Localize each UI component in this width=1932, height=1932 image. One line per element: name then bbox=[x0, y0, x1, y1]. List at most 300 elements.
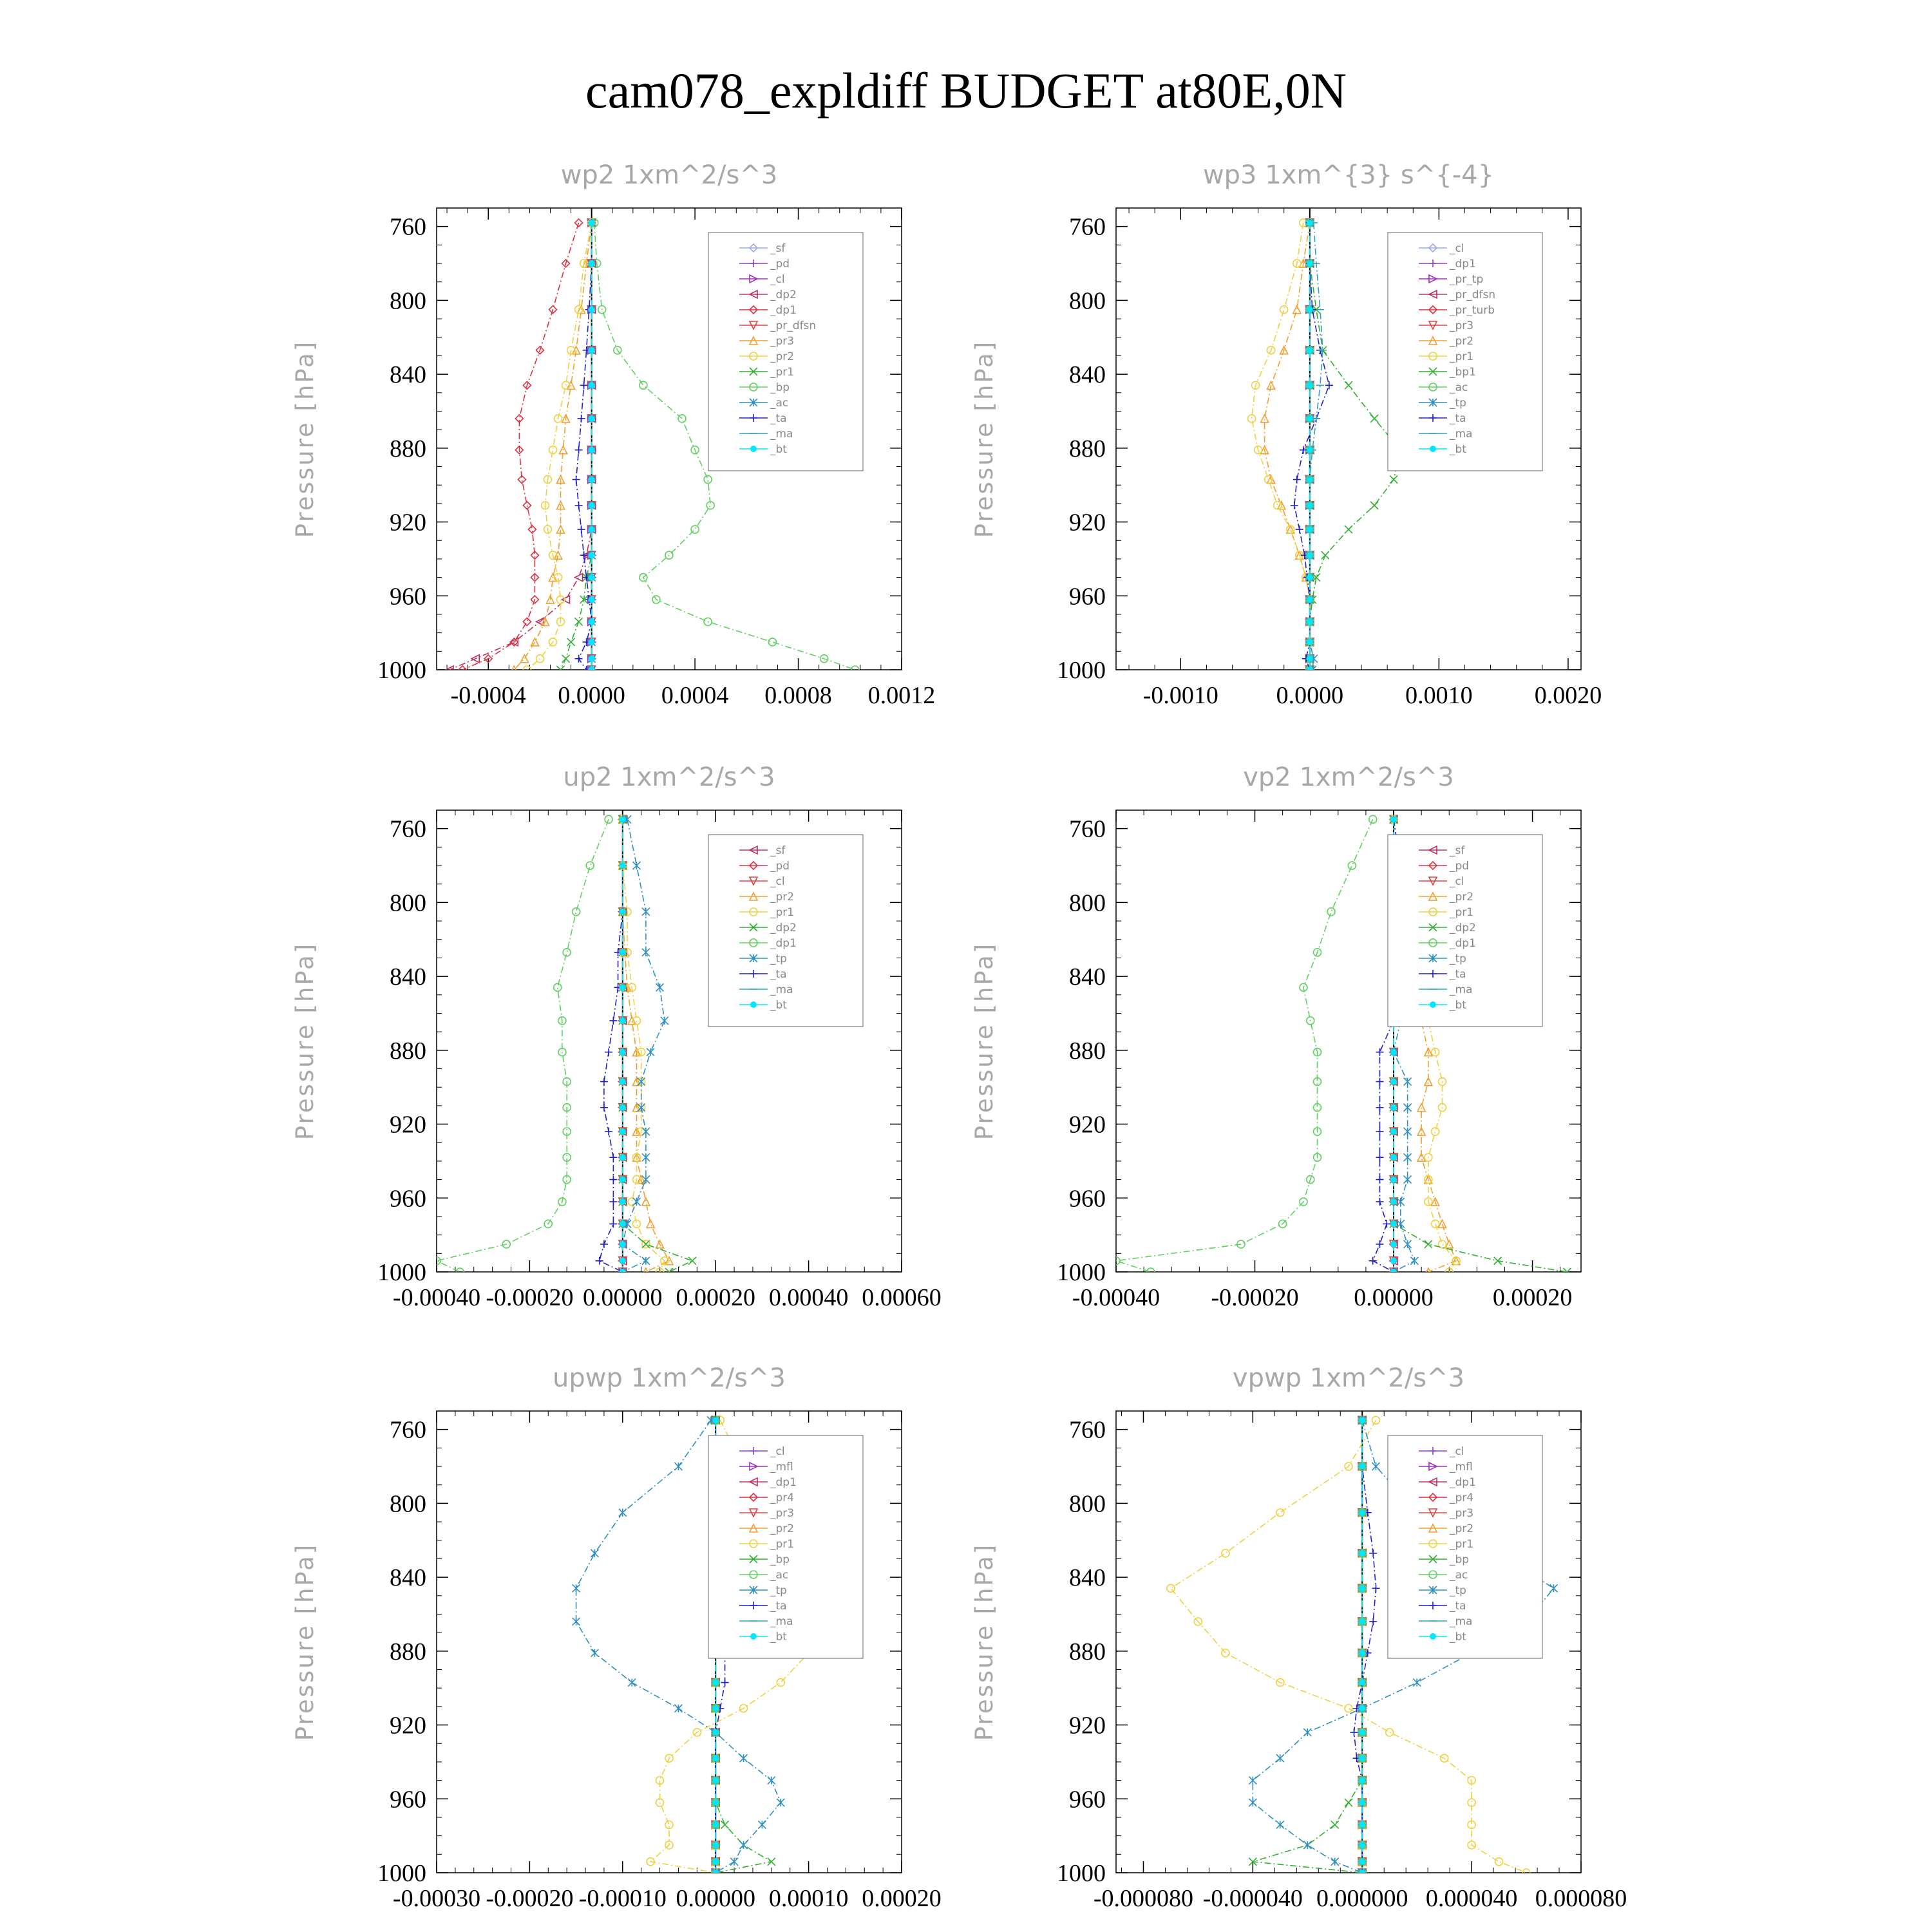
data-point_bt bbox=[1359, 1821, 1365, 1828]
data-point_bt bbox=[712, 1417, 719, 1423]
legend-label: _ac bbox=[1450, 1569, 1468, 1582]
data-point_bp bbox=[639, 381, 647, 389]
legend-label: _cl bbox=[1450, 1445, 1464, 1458]
legend-label: _dp1 bbox=[1450, 258, 1476, 270]
y-axis-label: Pressure [hPa] bbox=[291, 1542, 319, 1741]
data-point_tp bbox=[1404, 1104, 1412, 1112]
series-line_dp1 bbox=[437, 819, 609, 1272]
data-point_tp bbox=[1249, 1777, 1256, 1785]
data-point_tp bbox=[656, 983, 664, 991]
data-point_bt bbox=[1390, 1154, 1397, 1160]
data-point_bt bbox=[1307, 574, 1313, 581]
data-point_bt bbox=[589, 415, 595, 422]
data-point_tp bbox=[1404, 1153, 1412, 1161]
y-tick-label: 1000 bbox=[1057, 1259, 1106, 1286]
panel-title: wp3 1xm^{3} s^{-4} bbox=[1202, 160, 1495, 190]
legend bbox=[1388, 232, 1542, 471]
data-point_ta bbox=[1376, 1128, 1383, 1135]
data-point_bt bbox=[589, 477, 595, 483]
data-point_dp2 bbox=[688, 1257, 696, 1265]
x-tick-label: -0.0010 bbox=[1142, 682, 1218, 709]
data-point_ta bbox=[1369, 1257, 1377, 1265]
data-point_pr2 bbox=[1417, 1104, 1425, 1112]
data-point_tp bbox=[661, 1017, 668, 1025]
series-line_ta bbox=[600, 819, 623, 1272]
data-point_ta bbox=[575, 446, 583, 454]
data-point_bp bbox=[768, 1858, 775, 1866]
legend-label: _pr2 bbox=[1450, 335, 1474, 348]
data-point_bt bbox=[1307, 347, 1313, 354]
data-point_ta bbox=[1291, 502, 1298, 509]
y-tick-label: 760 bbox=[390, 815, 426, 843]
data-point_ta bbox=[609, 1176, 617, 1184]
data-point_tp bbox=[1276, 1821, 1284, 1828]
data-point_bt bbox=[1307, 656, 1313, 662]
y-tick-label: 920 bbox=[1069, 1712, 1106, 1739]
data-point_tp bbox=[1276, 1754, 1284, 1762]
data-point_tp bbox=[730, 1858, 738, 1866]
data-point_dp2 bbox=[575, 574, 583, 582]
data-point_bt bbox=[1307, 552, 1313, 558]
y-tick-label: 920 bbox=[1069, 1111, 1106, 1139]
legend-label: _pr_turb bbox=[1450, 304, 1495, 317]
legend-label: _ta bbox=[1450, 1600, 1466, 1613]
y-tick-label: 760 bbox=[1069, 213, 1106, 241]
legend-marker bbox=[750, 446, 757, 452]
panel-wp2 bbox=[291, 160, 935, 709]
legend-label: _ma bbox=[770, 1615, 793, 1628]
legend-label: _ta bbox=[770, 968, 787, 981]
data-point_bt bbox=[620, 1104, 626, 1111]
panel-wp3 bbox=[971, 160, 1602, 709]
data-point_bt bbox=[1390, 816, 1397, 822]
y-tick-label: 800 bbox=[390, 287, 426, 315]
data-point_tp bbox=[1413, 1679, 1421, 1687]
legend-label: _pr2 bbox=[770, 1522, 795, 1535]
data-point_bt bbox=[1390, 1104, 1397, 1111]
x-tick-label: 0.00000 bbox=[1354, 1284, 1434, 1311]
data-point_bt bbox=[1390, 1241, 1397, 1247]
legend-label: _tp bbox=[1450, 952, 1466, 965]
data-point_bt bbox=[1359, 1755, 1365, 1761]
y-tick-label: 920 bbox=[390, 1712, 426, 1739]
legend-label: _bp1 bbox=[1450, 366, 1476, 379]
data-point_bp bbox=[721, 1821, 729, 1828]
data-point_tp bbox=[777, 1799, 784, 1806]
data-point_dp1 bbox=[523, 502, 531, 509]
data-point_ta bbox=[1376, 1104, 1383, 1112]
legend-label: _pr2 bbox=[1450, 1522, 1474, 1535]
data-point_pr3 bbox=[520, 655, 528, 663]
y-tick-label: 880 bbox=[390, 435, 426, 462]
data-point_bt bbox=[589, 574, 595, 581]
data-point_ta bbox=[609, 1220, 617, 1227]
panel-vpwp bbox=[971, 1363, 1627, 1912]
data-point_bt bbox=[620, 816, 626, 822]
data-point_bt bbox=[1359, 1510, 1365, 1516]
y-tick-label: 800 bbox=[390, 889, 426, 917]
data-point_bt bbox=[620, 949, 626, 956]
data-point_bt bbox=[712, 1821, 719, 1828]
data-point_bt bbox=[589, 447, 595, 453]
data-point_ta bbox=[1376, 1176, 1383, 1184]
data-point_ta bbox=[721, 1679, 729, 1687]
data-point_pr1 bbox=[575, 618, 583, 625]
y-tick-label: 800 bbox=[1069, 1490, 1106, 1518]
data-point_ta bbox=[1369, 1549, 1377, 1557]
y-tick-label: 840 bbox=[1069, 963, 1106, 991]
data-point_pr1 bbox=[777, 1679, 784, 1687]
data-point_bt bbox=[620, 862, 626, 869]
data-point_pr1 bbox=[1167, 1584, 1175, 1592]
data-point_tp bbox=[1404, 1176, 1412, 1184]
data-point_bt bbox=[1307, 220, 1313, 226]
data-point_ta bbox=[605, 1128, 612, 1135]
legend-label: _pd bbox=[1450, 860, 1470, 873]
data-point_ta bbox=[609, 1198, 617, 1206]
data-point_tp bbox=[642, 1153, 650, 1161]
data-point_bt bbox=[589, 382, 595, 388]
data-point_bt bbox=[1307, 415, 1313, 422]
x-tick-label: -0.00020 bbox=[1211, 1284, 1299, 1311]
series-line_dp2 bbox=[623, 819, 692, 1272]
data-point_tp bbox=[758, 1821, 766, 1828]
data-point_bt bbox=[712, 1755, 719, 1761]
legend-label: _pr2 bbox=[770, 350, 795, 363]
y-axis-label: Pressure [hPa] bbox=[291, 339, 319, 538]
data-point_tp bbox=[619, 1509, 627, 1517]
data-point_dp1 bbox=[573, 908, 580, 916]
data-point_pr1 bbox=[1432, 1220, 1439, 1227]
data-point_tp bbox=[642, 908, 650, 916]
data-point_dp2 bbox=[642, 1240, 650, 1248]
data-point_ta bbox=[575, 502, 583, 509]
y-tick-label: 880 bbox=[1069, 1638, 1106, 1665]
legend-label: _sf bbox=[770, 844, 786, 857]
data-point_bt bbox=[1307, 307, 1313, 313]
data-point_ta bbox=[1383, 1220, 1390, 1227]
y-tick-label: 920 bbox=[390, 509, 426, 536]
data-point_dp1 bbox=[1327, 908, 1335, 916]
data-point_tp bbox=[768, 1777, 775, 1785]
data-point_bt bbox=[589, 639, 595, 645]
data-point_dp1 bbox=[528, 526, 536, 533]
data-point_bt bbox=[712, 1870, 719, 1876]
y-axis-label: Pressure [hPa] bbox=[971, 339, 998, 538]
y-tick-label: 840 bbox=[390, 1564, 426, 1592]
x-tick-label: -0.00020 bbox=[486, 1284, 574, 1311]
y-tick-label: 840 bbox=[1069, 1564, 1106, 1592]
x-tick-label: 0.0000 bbox=[1276, 682, 1344, 709]
y-tick-label: 1000 bbox=[377, 1860, 426, 1887]
x-tick-label: 0.00000 bbox=[583, 1284, 663, 1311]
data-point_bt bbox=[620, 984, 626, 990]
data-point_bt bbox=[620, 1177, 626, 1183]
legend-label: _dp2 bbox=[770, 922, 797, 934]
data-point_bt bbox=[1359, 1463, 1365, 1470]
legend-label: _ta bbox=[1450, 968, 1466, 981]
y-tick-label: 800 bbox=[390, 1490, 426, 1518]
data-point_ta bbox=[600, 1240, 608, 1248]
legend-label: _tp bbox=[770, 952, 787, 965]
data-point_tp bbox=[1249, 1799, 1256, 1806]
y-tick-label: 800 bbox=[1069, 889, 1106, 917]
y-tick-label: 760 bbox=[1069, 1416, 1106, 1444]
y-axis-label: Pressure [hPa] bbox=[971, 942, 998, 1141]
legend-label: _pr3 bbox=[1450, 1507, 1474, 1520]
data-point_bt bbox=[589, 552, 595, 558]
legend-label: _ac bbox=[770, 1569, 789, 1582]
data-point_bp1 bbox=[1321, 551, 1329, 559]
x-tick-label: -0.000040 bbox=[1202, 1885, 1303, 1912]
legend bbox=[1388, 1435, 1542, 1658]
legend-label: _ma bbox=[1450, 428, 1473, 440]
legend-label: _ta bbox=[1450, 412, 1466, 425]
data-point_ta bbox=[578, 526, 585, 533]
data-point_bt bbox=[620, 1079, 626, 1085]
x-tick-label: -0.00010 bbox=[578, 1885, 667, 1912]
legend-label: _bt bbox=[770, 443, 787, 456]
data-point_bp bbox=[704, 476, 712, 484]
data-point_ta bbox=[1296, 526, 1303, 533]
panel-title: upwp 1xm^2/s^3 bbox=[553, 1363, 786, 1393]
legend-label: _sf bbox=[770, 242, 786, 255]
y-tick-label: 960 bbox=[390, 583, 426, 611]
data-point_bp1 bbox=[1370, 502, 1378, 509]
data-point_tp bbox=[642, 1128, 650, 1135]
data-point_tp bbox=[1331, 1858, 1339, 1866]
y-tick-label: 840 bbox=[390, 963, 426, 991]
data-point_ta bbox=[609, 1153, 617, 1161]
data-point_bt bbox=[712, 1859, 719, 1865]
y-tick-label: 1000 bbox=[1057, 1860, 1106, 1887]
legend-label: _pr1 bbox=[770, 366, 795, 379]
y-tick-label: 800 bbox=[1069, 287, 1106, 315]
y-axis-label: Pressure [hPa] bbox=[971, 1542, 998, 1741]
data-point_bt bbox=[1307, 382, 1313, 388]
y-tick-label: 840 bbox=[1069, 361, 1106, 389]
y-tick-label: 1000 bbox=[377, 657, 426, 684]
data-point_tp bbox=[1404, 1078, 1412, 1086]
data-point_bt bbox=[589, 618, 595, 625]
legend-label: _bt bbox=[770, 1631, 787, 1643]
data-point_bt bbox=[589, 526, 595, 533]
legend-marker bbox=[1430, 446, 1436, 452]
legend-label: _ma bbox=[770, 428, 793, 440]
x-tick-label: 0.0004 bbox=[661, 682, 729, 709]
data-point_tp bbox=[1372, 1463, 1379, 1470]
data-point_ta bbox=[1376, 1048, 1383, 1056]
x-tick-label: -0.00040 bbox=[392, 1284, 481, 1311]
legend-label: _cl bbox=[1450, 875, 1464, 888]
data-point_bt bbox=[712, 1680, 719, 1686]
x-tick-label: 0.00020 bbox=[1492, 1284, 1573, 1311]
y-tick-label: 960 bbox=[1069, 583, 1106, 611]
data-point_pr1 bbox=[632, 1220, 640, 1227]
x-tick-label: 0.00060 bbox=[862, 1284, 942, 1311]
data-point_bt bbox=[1307, 618, 1313, 625]
series-group bbox=[433, 815, 696, 1276]
x-tick-label: 0.0020 bbox=[1534, 682, 1602, 709]
data-point_ta bbox=[1376, 1153, 1383, 1161]
data-point_bt bbox=[620, 1128, 626, 1135]
y-tick-label: 760 bbox=[390, 1416, 426, 1444]
data-point_bp bbox=[691, 526, 699, 533]
legend-label: _dp1 bbox=[770, 937, 797, 950]
legend-label: _ma bbox=[1450, 1615, 1473, 1628]
data-point_tp bbox=[591, 1549, 598, 1557]
data-point_ta bbox=[600, 1104, 608, 1112]
data-point_bt bbox=[1307, 667, 1313, 673]
data-point_pr1 bbox=[628, 1198, 636, 1206]
x-tick-label: 0.0012 bbox=[867, 682, 936, 709]
data-point_dp1 bbox=[554, 983, 562, 991]
data-point_pr2 bbox=[642, 1198, 650, 1206]
x-tick-label: 0.00020 bbox=[862, 1885, 942, 1912]
y-tick-label: 960 bbox=[390, 1786, 426, 1814]
data-point_tp bbox=[674, 1463, 682, 1470]
panel-up2 bbox=[291, 762, 942, 1311]
data-point_ta bbox=[1350, 1728, 1358, 1736]
data-point_bt bbox=[1390, 1269, 1397, 1275]
legend bbox=[708, 1435, 863, 1658]
data-point_bt bbox=[620, 1269, 626, 1275]
x-tick-label: 0.00000 bbox=[676, 1885, 755, 1912]
legend-label: _bt bbox=[770, 999, 787, 1012]
legend-marker bbox=[1430, 1633, 1436, 1640]
legend-label: _dp1 bbox=[770, 304, 797, 317]
y-tick-label: 760 bbox=[390, 213, 426, 241]
legend-label: _bt bbox=[1450, 1631, 1466, 1643]
legend-label: _pr2 bbox=[770, 891, 795, 904]
data-point_bt bbox=[1307, 526, 1313, 533]
x-tick-label: 0.000000 bbox=[1316, 1885, 1408, 1912]
data-point_tp bbox=[1410, 1257, 1418, 1265]
data-point_bt bbox=[620, 1154, 626, 1160]
data-point_bt bbox=[1390, 1079, 1397, 1085]
data-point_pr1 bbox=[567, 638, 575, 646]
y-tick-label: 1000 bbox=[1057, 657, 1106, 684]
legend-label: _pr3 bbox=[1450, 319, 1474, 332]
data-point_bt bbox=[1390, 1220, 1397, 1227]
data-point_tp bbox=[642, 949, 650, 956]
series-line_dp1 bbox=[462, 223, 579, 670]
data-point_bp bbox=[1331, 1821, 1339, 1828]
data-point_pr2 bbox=[647, 1220, 654, 1227]
x-tick-label: 0.000080 bbox=[1535, 1885, 1627, 1912]
legend-label: _dp2 bbox=[770, 289, 797, 301]
data-point_bp1 bbox=[1345, 526, 1352, 533]
data-point_bt bbox=[620, 1241, 626, 1247]
data-point_ta bbox=[596, 1257, 603, 1265]
data-point_bt bbox=[1390, 1258, 1397, 1264]
data-point_tp bbox=[1550, 1584, 1558, 1592]
x-tick-label: 0.0008 bbox=[764, 682, 832, 709]
legend bbox=[708, 835, 863, 1027]
data-point_pr1 bbox=[1276, 1509, 1284, 1517]
x-tick-label: -0.00030 bbox=[392, 1885, 481, 1912]
legend-label: _pd bbox=[770, 860, 790, 873]
legend-label: _pr4 bbox=[770, 1492, 795, 1504]
x-tick-label: 0.00010 bbox=[768, 1885, 849, 1912]
data-point_tp bbox=[1404, 1240, 1412, 1248]
y-tick-label: 960 bbox=[390, 1185, 426, 1213]
panel-title: vpwp 1xm^2/s^3 bbox=[1232, 1363, 1465, 1393]
data-point_tp bbox=[740, 1754, 748, 1762]
legend-label: _pr1 bbox=[770, 906, 795, 919]
data-point_pr1 bbox=[1222, 1549, 1229, 1557]
data-point_pr1 bbox=[1495, 1858, 1503, 1866]
panel-vp2 bbox=[971, 762, 1581, 1311]
legend-marker bbox=[750, 1633, 757, 1640]
data-point_tp bbox=[642, 1257, 650, 1265]
legend-label: _tp bbox=[770, 1584, 787, 1597]
data-point_bp bbox=[1345, 1799, 1352, 1806]
x-tick-label: -0.00020 bbox=[486, 1885, 574, 1912]
data-point_ta bbox=[1376, 1198, 1383, 1206]
y-axis-label: Pressure [hPa] bbox=[291, 942, 319, 1141]
legend-label: _pr3 bbox=[770, 1507, 795, 1520]
legend-label: _ma bbox=[1450, 983, 1473, 996]
data-point_bt bbox=[1359, 1842, 1365, 1848]
y-tick-label: 880 bbox=[390, 1037, 426, 1065]
series-line_bp1 bbox=[1310, 223, 1400, 670]
legend-label: _dp1 bbox=[770, 1476, 797, 1489]
data-point_ta bbox=[609, 1017, 617, 1025]
data-point_pr1 bbox=[1280, 306, 1288, 314]
x-tick-label: 0.0010 bbox=[1405, 682, 1473, 709]
legend-label: _pd bbox=[770, 258, 790, 270]
data-point_tp bbox=[591, 1649, 598, 1657]
legend-label: _ac bbox=[1450, 381, 1468, 394]
data-point_ta bbox=[600, 1078, 608, 1086]
data-point_pr1 bbox=[1345, 1705, 1352, 1712]
data-point_bt bbox=[1359, 1650, 1365, 1656]
data-point_bt bbox=[589, 596, 595, 603]
data-point_pr1 bbox=[1274, 502, 1282, 509]
data-point_dp1 bbox=[523, 618, 531, 625]
legend-label: _ta bbox=[770, 1600, 787, 1613]
data-point_tp bbox=[674, 1705, 682, 1712]
data-point_ta bbox=[580, 381, 588, 389]
data-point_bt bbox=[589, 667, 595, 673]
legend-label: _cl bbox=[770, 273, 785, 286]
data-point_bt bbox=[712, 1799, 719, 1806]
data-point_bt bbox=[589, 347, 595, 354]
panel-title: up2 1xm^2/s^3 bbox=[563, 762, 775, 792]
data-point_bt bbox=[1307, 477, 1313, 483]
y-tick-label: 920 bbox=[1069, 509, 1106, 536]
data-point_ta bbox=[580, 551, 588, 559]
data-point_dp1 bbox=[586, 862, 594, 869]
legend-label: _tp bbox=[1450, 397, 1466, 410]
y-tick-label: 880 bbox=[1069, 1037, 1106, 1065]
y-tick-label: 920 bbox=[390, 1111, 426, 1139]
data-point_bt bbox=[1359, 1417, 1365, 1423]
data-point_bp1 bbox=[1345, 381, 1352, 389]
legend-label: _cl bbox=[770, 1445, 785, 1458]
legend-label: _pr2 bbox=[1450, 891, 1474, 904]
data-point_pr1 bbox=[1287, 526, 1294, 533]
y-tick-label: 1000 bbox=[377, 1259, 426, 1286]
data-point_bt bbox=[1359, 1550, 1365, 1557]
x-tick-label: 0.000040 bbox=[1425, 1885, 1518, 1912]
data-point_bt bbox=[620, 1049, 626, 1056]
data-point_bt bbox=[1359, 1859, 1365, 1865]
y-tick-label: 960 bbox=[1069, 1786, 1106, 1814]
panel-title: vp2 1xm^2/s^3 bbox=[1243, 762, 1454, 792]
legend-label: _pr3 bbox=[770, 335, 795, 348]
